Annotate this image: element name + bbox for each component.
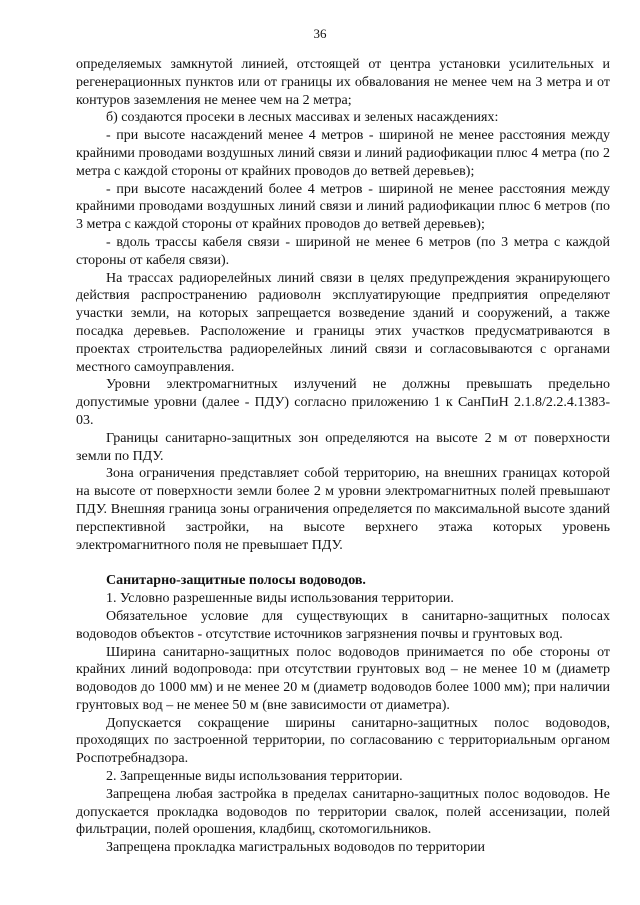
paragraph: Допускается сокращение ширины санитарно-защитных полос водоводов, проходящих по застроенной территории, по согласованию с территориальным органом Роспотребнадзора.	[76, 715, 610, 767]
paragraph: определяемых замкнутой линией, отстоящей от центра установки усилительных и регенерационных пунктов или от границы их обвалования не менее чем на 3 метра и от контуров заземления не менее чем на 2 метра;	[76, 57, 610, 108]
paragraph: Запрещена прокладка магистральных водоводов по территории	[106, 840, 486, 856]
paragraph: - при высоте насаждений более 4 метров - шириной не менее расстояния между крайними проводами воздушных линий связи и линий радиофикации плюс 6 метров (по 3 метра с каждой стороны от крайних проводов до ветвей деревьев);	[76, 181, 610, 233]
paragraph: 1. Условно разрешенные виды использования территории.	[106, 591, 454, 607]
section-heading: Санитарно-защитные полосы водоводов.	[106, 573, 366, 589]
paragraph: 2. Запрещенные виды использования территории.	[106, 769, 403, 785]
paragraph: - вдоль трассы кабеля связи - шириной не менее 6 метров (по 3 метра с каждой стороны от кабеля связи).	[76, 234, 610, 268]
paragraph: Уровни электромагнитных излучений не должны превышать предельно допустимые уровни (далее - ПДУ) согласно приложению 1 к СанПиН 2.1.8/2.2.4.1383-03.	[76, 377, 610, 428]
paragraph: Границы санитарно-защитных зон определяются на высоте 2 м от поверхности земли по ПДУ.	[76, 430, 610, 464]
paragraph: Обязательное условие для существующих в санитарно-защитных полосах водоводов объектов - отсутствие источников загрязнения почвы и грунтовых вод.	[76, 608, 610, 642]
page-number: 36	[313, 26, 327, 41]
paragraph: На трассах радиорелейных линий связи в целях предупреждения экранирующего действия распространению радиоволн эксплуатирующие предприятия определяют участки земли, на которых запрещается возведение зданий и сооружений, а также посадка деревьев. Расположение и границы этих участков предусматриваются в проектах строительства радиорелейных линий связи и согласовываются с органами местного самоуправления.	[76, 270, 610, 375]
paragraph: Ширина санитарно-защитных полос водоводов принимается по обе стороны от крайних линий водопровода: при отсутствии грунтовых вод – не менее 10 м (диаметр водоводов до 1000 мм) и не менее 20 м (диаметр водоводов более 1000 мм); при наличии грунтовых вод – не менее 50 м (вне зависимости от диаметра).	[76, 644, 610, 713]
paragraph: - при высоте насаждений менее 4 метров - шириной не менее расстояния между крайними проводами воздушных линий связи и линий радиофикации плюс 4 метра (по 2 метра с каждой стороны от крайних проводов до ветвей деревьев);	[76, 128, 610, 179]
paragraph: Запрещена любая застройка в пределах санитарно-защитных полос водоводов. Не допускается прокладка водоводов по территории свалок, полей ассенизации, полей фильтрации, полей орошения, кладбищ, скотомогильников.	[76, 786, 610, 838]
document-body	[76, 56, 610, 857]
paragraph: б) создаются просеки в лесных массивах и зеленых насаждениях:	[106, 110, 499, 126]
paragraph: Зона ограничения представляет собой территорию, на внешних границах которой на высоте от поверхности земли более 2 м уровни электромагнитных полей превышают ПДУ. Внешняя граница зоны ограничения определяется по максимальной высоте зданий перспективной застройки, на высоте верхнего этажа которых уровень электромагнитного поля не превышает ПДУ.	[76, 466, 610, 553]
